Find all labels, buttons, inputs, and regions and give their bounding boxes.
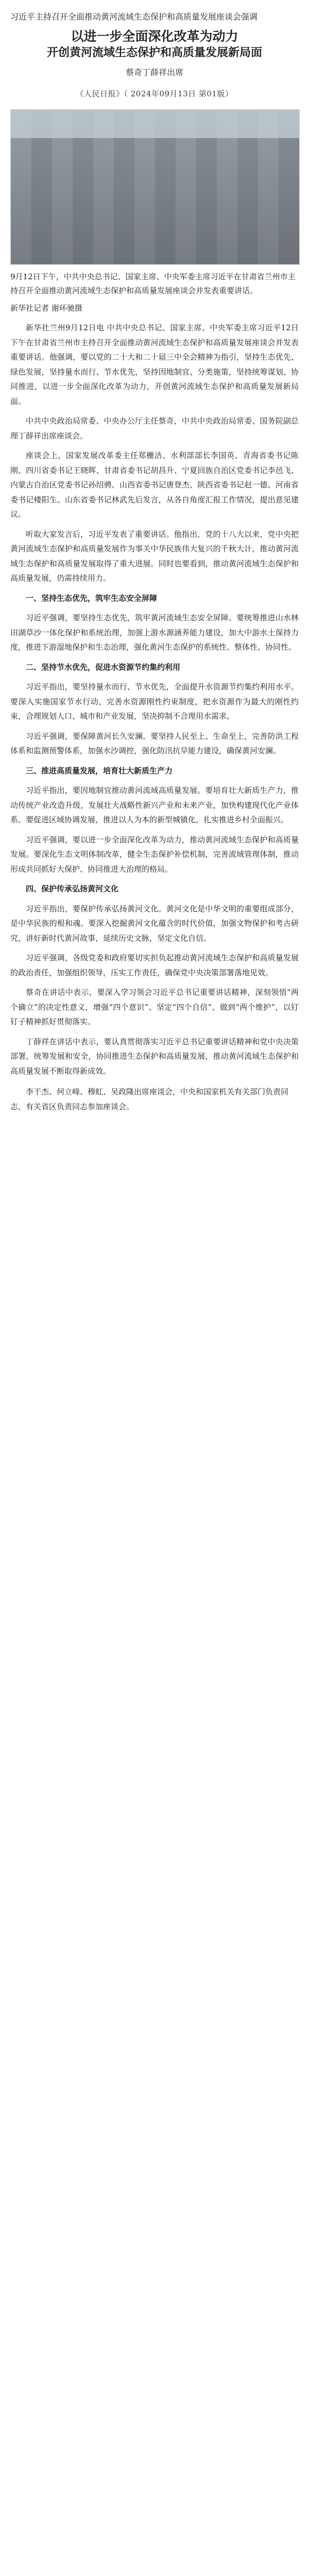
article-paragraph: 习近平强调，各级党委和政府要切实担负起推动黄河流域生态保护和高质量发展的政治责任，加强组织领导，压实工作责任，确保党中央决策部署落地见效。	[10, 953, 299, 977]
article-paragraph: 习近平强调，要保障黄河长久安澜。要坚持人民至上、生命至上，完善防洪工程体系和监测预警体系，加强水沙调控，强化防汛抗旱能力建设，确保黄河安澜。	[10, 731, 299, 756]
section-subhead: 二、坚持节水优先，促进水资源节约集约利用	[26, 662, 181, 672]
article-paragraph: 座谈会上，国家发展改革委主任郑栅洁、水利部部长李国英、青海省委书记陈刚、四川省委书记王晓晖、甘肃省委书记胡昌升、宁夏回族自治区党委书记李邑飞、内蒙古自治区党委书记孙绍骋、山西省委书记唐登杰、陕西省委书记赵一德、河南省委书记楼阳生、山东省委书记林武先后发言，从各自角度汇报工作情况，提出意见建议。	[10, 451, 299, 519]
article-paragraph: 习近平指出，要保护传承弘扬黄河文化。黄河文化是中华文明的重要组成部分，是中华民族的根和魂。要深入挖掘黄河文化蕴含的时代价值，加强文物保护和考古研究，讲好新时代黄河故事，延续历史文脉，坚定文化自信。	[10, 904, 299, 943]
source-line: 《人民日报》（ 2024年09月13日 第01版）	[76, 89, 233, 99]
article-paragraph: 习近平强调，要以进一步全面深化改革为动力，推动黄河流域生态保护和高质量发展。要深化生态文明体制改革，健全生态保护补偿机制，完善流域管理体制，推动形成共同抓好大保护、协同推进大治理的格局。	[10, 835, 299, 874]
article-paragraph: 中共中央政治局常委、中央办公厅主任蔡奇，中共中央政治局常委、国务院副总理丁薛祥出席座谈会。	[10, 416, 299, 440]
lead-line: 蔡奇丁薛祥出席	[125, 67, 183, 77]
photo-caption: 9月12日下午，中共中央总书记、国家主席、中央军委主席习近平在甘肃省兰州市主持召开全面推动黄河流域生态保护和高质量发展座谈会并发表重要讲话。	[10, 272, 296, 296]
news-photo	[10, 109, 300, 265]
article-paragraph: 习近平强调，要坚持生态优先，筑牢黄河流域生态安全屏障。要统筹推进山水林田湖草沙一体化保护和系统治理，加强上游水源涵养能力建设，加大中游水土保持力度，推进下游湿地保护和生态治理，强化黄河生态保护的系统性、整体性、协同性。	[10, 613, 299, 652]
section-subhead: 四、保护传承弘扬黄河文化	[26, 884, 119, 894]
article-paragraph: 蔡奇在讲话中表示，要深入学习领会习近平总书记重要讲话精神，深刻领悟“两个确立”的决定性意义，增强“四个意识”、坚定“四个自信”、做到“两个维护”，以钉钉子精神抓好贯彻落实。	[10, 988, 299, 1027]
article-paragraph: 新华社兰州9月12日电 中共中央总书记、国家主席、中央军委主席习近平12日下午在甘肃省兰州市主持召开全面推动黄河流域生态保护和高质量发展座谈会并发表重要讲话。他强调，要以党的二十大和二十届三中全会精神为指引，坚持生态优先、绿色发展，坚持量水而行、节水优先，坚持因地制宜、分类施策，坚持统筹谋划、协同推进，以进一步全面深化改革为动力，开创黄河流域生态保护和高质量发展新局面。	[10, 323, 299, 406]
article-paragraph: 听取大家发言后，习近平发表了重要讲话。他指出，党的十八大以来，党中央把黄河流域生态保护和高质量发展作为事关中华民族伟大复兴的千秋大计，推动黄河流域生态保护和高质量发展取得了重大进展。同时也要看到，推动黄河流域生态保护和高质量发展，仍需持续用力。	[10, 529, 299, 583]
section-subhead: 三、推进高质量发展，培育壮大新质生产力	[26, 766, 173, 775]
photo-byline: 新华社记者 谢环驰摄	[10, 303, 82, 313]
attendance-footer: 李干杰、何立峰、穆虹、吴政隆出席座谈会，中央和国家机关有关部门负责同志，有关省区负责同志参加座谈会。	[10, 1087, 289, 1111]
section-subhead: 一、坚持生态优先，筑牢生态安全屏障	[26, 593, 158, 603]
article-title: 以进一步全面深化改革为动力	[71, 29, 238, 44]
article-paragraph: 习近平指出，要因地制宜推动黄河流域高质量发展。要培育壮大新质生产力，推动传统产业改造升级，发展壮大战略性新兴产业和未来产业，加快构建现代化产业体系。要促进区域协调发展，推进以人为本的新型城镇化，扎实推进乡村全面振兴。	[10, 786, 299, 825]
article-paragraph: 习近平指出，要坚持量水而行、节水优先，全面提升水资源节约集约利用水平。要深入实施国家节水行动，完善水资源刚性约束制度，把水资源作为最大的刚性约束，合理规划人口、城市和产业发展，坚决抑制不合理用水需求。	[10, 682, 299, 721]
article-kicker: 习近平主持召开全面推动黄河流域生态保护和高质量发展座谈会强调	[10, 12, 258, 22]
article-paragraph: 丁薛祥在讲话中表示，要认真贯彻落实习近平总书记重要讲话精神和党中央决策部署，统筹发展和安全，协同推进生态保护和高质量发展，推动黄河流域生态保护和高质量发展不断取得新成效。	[10, 1037, 299, 1076]
article-subtitle: 开创黄河流域生态保护和高质量发展新局面	[46, 46, 262, 60]
